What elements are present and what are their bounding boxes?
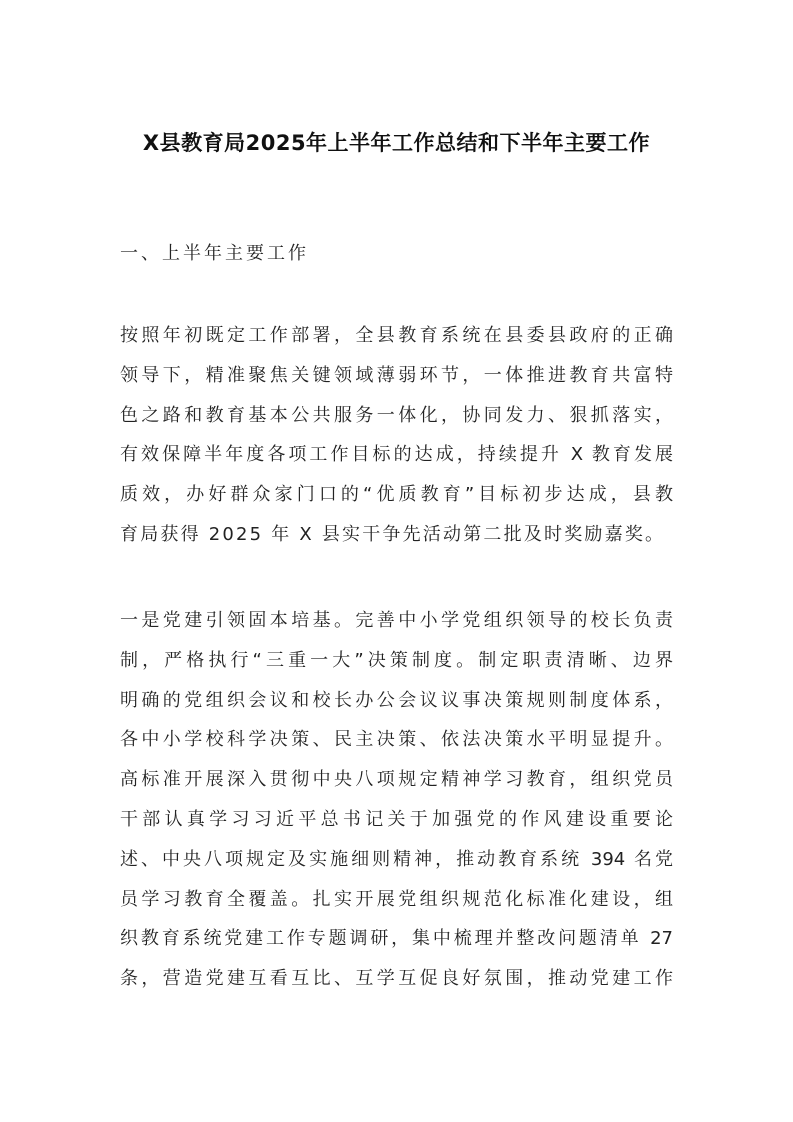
paragraph-line: 各中小学校科学决策、民主决策、依法决策水平明显提升。 bbox=[120, 729, 673, 751]
paragraph-party-building bbox=[120, 601, 673, 999]
document-title: X县教育局2025年上半年工作总结和下半年主要工作 bbox=[142, 131, 651, 155]
paragraph-line: 织教育系统党建工作专题调研，集中梳理并整改问题清单 27 bbox=[120, 928, 673, 950]
paragraph-line: 质效，办好群众家门口的“优质教育”目标初步达成，县教 bbox=[120, 484, 673, 506]
paragraph-line: 述、中央八项规定及实施细则精神，推动教育系统 394 名党 bbox=[120, 848, 673, 870]
paragraph-line: 明确的党组织会议和校长办公会议议事决策规则制度体系， bbox=[120, 689, 673, 711]
paragraph-line: 高标准开展深入贯彻中央八项规定精神学习教育，组织党员 bbox=[120, 769, 673, 791]
paragraph-line: 领导下，精准聚焦关键领域薄弱环节，一体推进教育共富特 bbox=[120, 364, 673, 386]
paragraph-line: 制，严格执行“三重一大”决策制度。制定职责清晰、边界 bbox=[120, 649, 673, 671]
paragraph-line: 一是党建引领固本培基。完善中小学党组织领导的校长负责 bbox=[120, 610, 673, 631]
paragraph-line: 育局获得 2025 年 X 县实干争先活动第二批及时奖励嘉奖。 bbox=[120, 523, 666, 545]
paragraph-line: 干部认真学习习近平总书记关于加强党的作风建设重要论 bbox=[120, 808, 673, 830]
paragraph-intro bbox=[120, 316, 673, 555]
section-heading: 一、上半年主要工作 bbox=[120, 243, 309, 264]
paragraph-line: 按照年初既定工作部署，全县教育系统在县委县政府的正确 bbox=[120, 325, 673, 346]
paragraph-line: 色之路和教育基本公共服务一体化，协同发力、狠抓落实， bbox=[120, 404, 673, 426]
paragraph-line: 有效保障半年度各项工作目标的达成，持续提升 X 教育发展 bbox=[120, 444, 673, 466]
paragraph-line: 条，营造党建互看互比、互学互促良好氛围，推动党建工作 bbox=[120, 968, 673, 990]
paragraph-line: 员学习教育全覆盖。扎实开展党组织规范化标准化建设，组 bbox=[120, 888, 673, 910]
